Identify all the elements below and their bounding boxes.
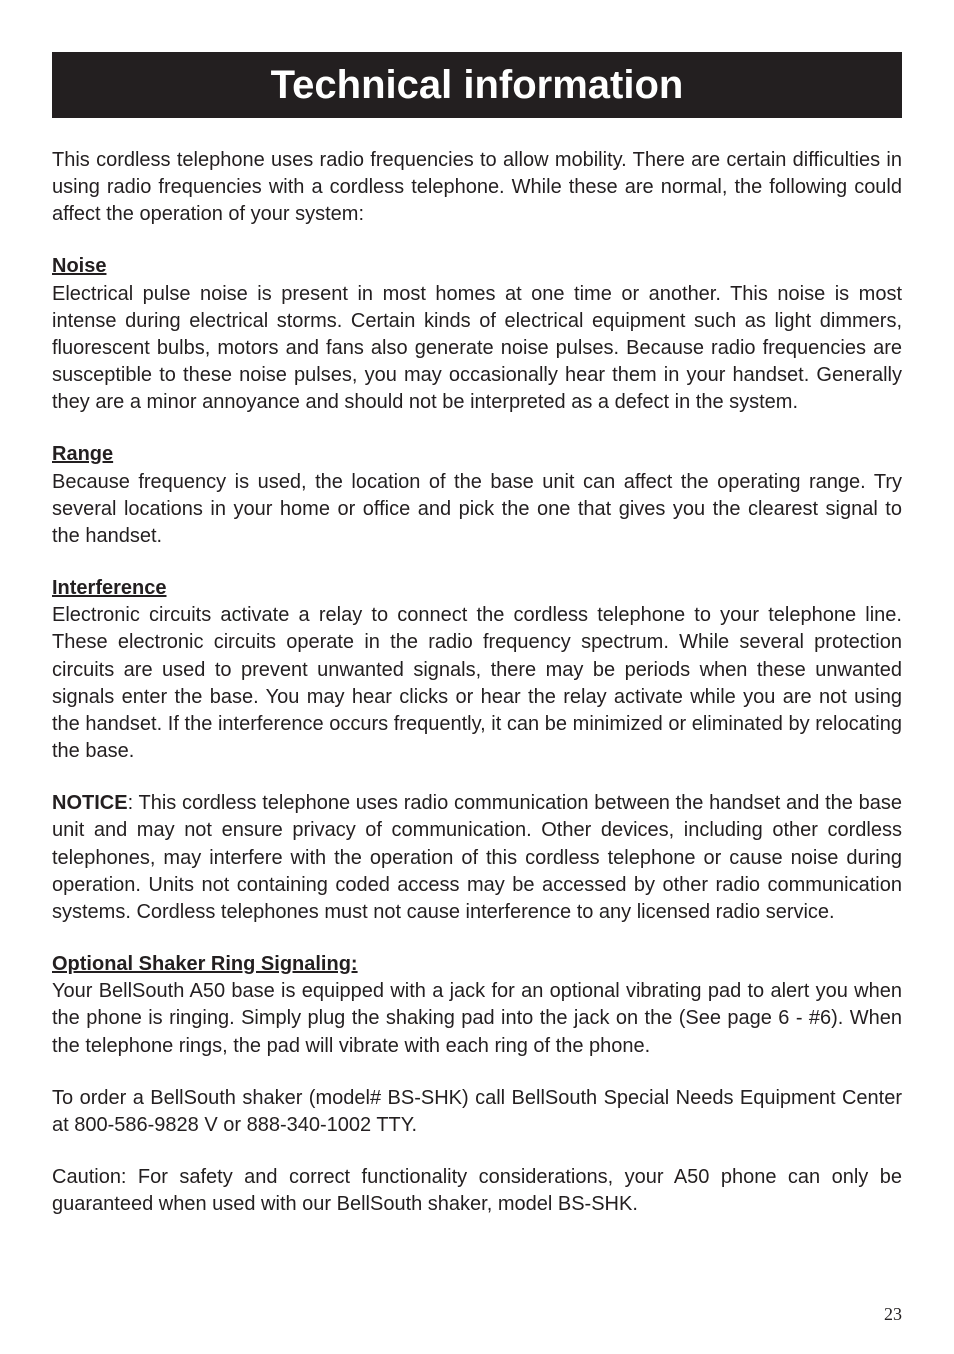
notice-paragraph [52, 790, 902, 926]
title-bar [52, 52, 902, 118]
range-heading: Range [52, 443, 114, 466]
caution-paragraph: Caution: For safety and correct functionality considerations, your A50 phone can only be guaranteed when used with our BellSouth shaker, model BS-SHK. [52, 1165, 902, 1216]
order-paragraph: To order a BellSouth shaker (model# BS-SHK) call BellSouth Special Needs Equipment Center at 800-586-9828 V or 888-340-1002 TTY. [52, 1086, 902, 1136]
noise-paragraph: Electrical pulse noise is present in most homes at one time or another. This noise is most intense during electrical storms. Certain kinds of electrical equipment such as light dimmers, fluorescent bulbs, motors and fans also generate noise pulses. Because radio frequencies are susceptible to these noise pulses, you may occasionally hear them in your handset. Generally they are a minor annoyance and should not be interpreted as a defect in the system. [52, 282, 902, 414]
interference-heading: Interference [52, 577, 167, 600]
shaker-heading: Optional Shaker Ring Signaling: [52, 953, 358, 976]
range-paragraph: Because frequency is used, the location of the base unit can affect the operating range. Try several locations in your home or office and pick the one that gives you the clearest signal to the handset. [52, 470, 902, 548]
notice-label: NOTICE [52, 792, 128, 815]
shaker-paragraph: Your BellSouth A50 base is equipped with a jack for an optional vibrating pad to alert you when the phone is ringing. Simply plug the shaking pad into the jack on the (See page 6 - #6). When the telephone rings, the pad will vibrate with each ring of the phone. [52, 980, 902, 1057]
intro-paragraph: This cordless telephone uses radio frequencies to allow mobility. There are certain difficulties in using radio frequencies with a cordless telephone. While these are normal, the following could affect the operation of your system: [52, 149, 902, 226]
interference-paragraph: Electronic circuits activate a relay to connect the cordless telephone to your telephone line. These electronic circuits operate in the radio frequency spectrum. While several protection circuits are used to prevent unwanted signals, there may be periods when these unwanted signals enter the base. You may hear clicks or hear the relay activate while you are not using the handset. If the interference occurs frequently, it can be minimized or eliminated by relocating the base. [52, 604, 902, 763]
noise-heading: Noise [52, 255, 107, 278]
page-number: 23 [884, 1304, 902, 1324]
notice-text: : This cordless telephone uses radio communication between the handset and the base unit and may not ensure privacy of communication. Other devices, including other cordless telephones, may interfere with the operation of this cordless telephone or cause noise during operation. Units not containing coded access may be accessed by other radio communication systems. Cordless telephones must not cause interference to any licensed radio service. [52, 792, 902, 924]
document-body [52, 147, 902, 1218]
page-title: Technical information [270, 62, 684, 107]
